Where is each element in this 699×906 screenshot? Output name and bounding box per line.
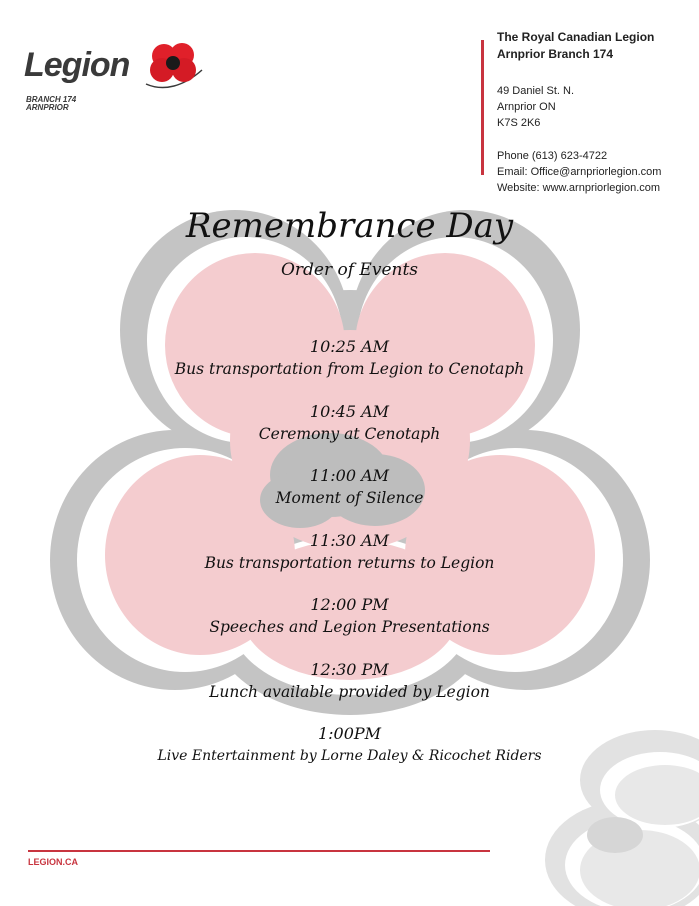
logo-wordmark: Legion bbox=[24, 46, 130, 84]
footer-website: LEGION.CA bbox=[28, 857, 79, 867]
event-description: Ceremony at Cenotaph bbox=[258, 424, 441, 443]
event-description: Moment of Silence bbox=[275, 489, 424, 507]
org-branch: Arnprior Branch 174 bbox=[497, 47, 614, 61]
event-time: 11:00 AM bbox=[309, 466, 390, 485]
event-description: Bus transportation returns to Legion bbox=[204, 553, 495, 572]
website-address: Website: www.arnpriorlegion.com bbox=[497, 182, 661, 194]
phone-number: Phone (613) 623-4722 bbox=[497, 150, 608, 162]
address-postal: K7S 2K6 bbox=[497, 117, 541, 129]
header-divider bbox=[481, 40, 484, 175]
logo-branch-line2: ARNPRIOR bbox=[26, 103, 69, 112]
event-description: Lunch available provided by Legion bbox=[209, 682, 490, 701]
legion-logo bbox=[24, 40, 194, 115]
footer-divider bbox=[28, 850, 490, 852]
event-time: 12:00 PM bbox=[310, 595, 389, 614]
event-item bbox=[0, 401, 699, 466]
event-item bbox=[0, 336, 699, 401]
event-item bbox=[0, 594, 699, 659]
event-description: Bus transportation from Legion to Cenotaph bbox=[174, 360, 525, 378]
address-city: Arnprior ON bbox=[497, 101, 556, 113]
event-time: 11:30 AM bbox=[309, 530, 390, 550]
page-subtitle: Order of Events bbox=[280, 260, 419, 280]
page-title: Remembrance Day bbox=[185, 206, 514, 246]
event-description: Live Entertainment by Lorne Daley & Ricochet Riders bbox=[157, 748, 542, 764]
logo-branch bbox=[26, 96, 76, 112]
logo-branch-line1: BRANCH 174 bbox=[26, 95, 77, 104]
event-item bbox=[0, 465, 699, 530]
event-item bbox=[0, 723, 699, 788]
header-contact bbox=[497, 29, 697, 196]
poppy-icon bbox=[144, 40, 206, 90]
org-name: The Royal Canadian Legion bbox=[497, 30, 655, 44]
events-list bbox=[0, 336, 699, 788]
event-description: Speeches and Legion Presentations bbox=[209, 618, 490, 636]
event-time: 1:00PM bbox=[317, 724, 382, 743]
email-address: Email: Office@arnpriorlegion.com bbox=[497, 166, 662, 178]
event-item bbox=[0, 659, 699, 724]
event-time: 10:25 AM bbox=[309, 337, 390, 356]
event-time: 10:45 AM bbox=[309, 401, 390, 421]
event-time: 12:30 PM bbox=[310, 659, 389, 679]
address-street: 49 Daniel St. N. bbox=[497, 85, 575, 97]
event-item bbox=[0, 530, 699, 595]
